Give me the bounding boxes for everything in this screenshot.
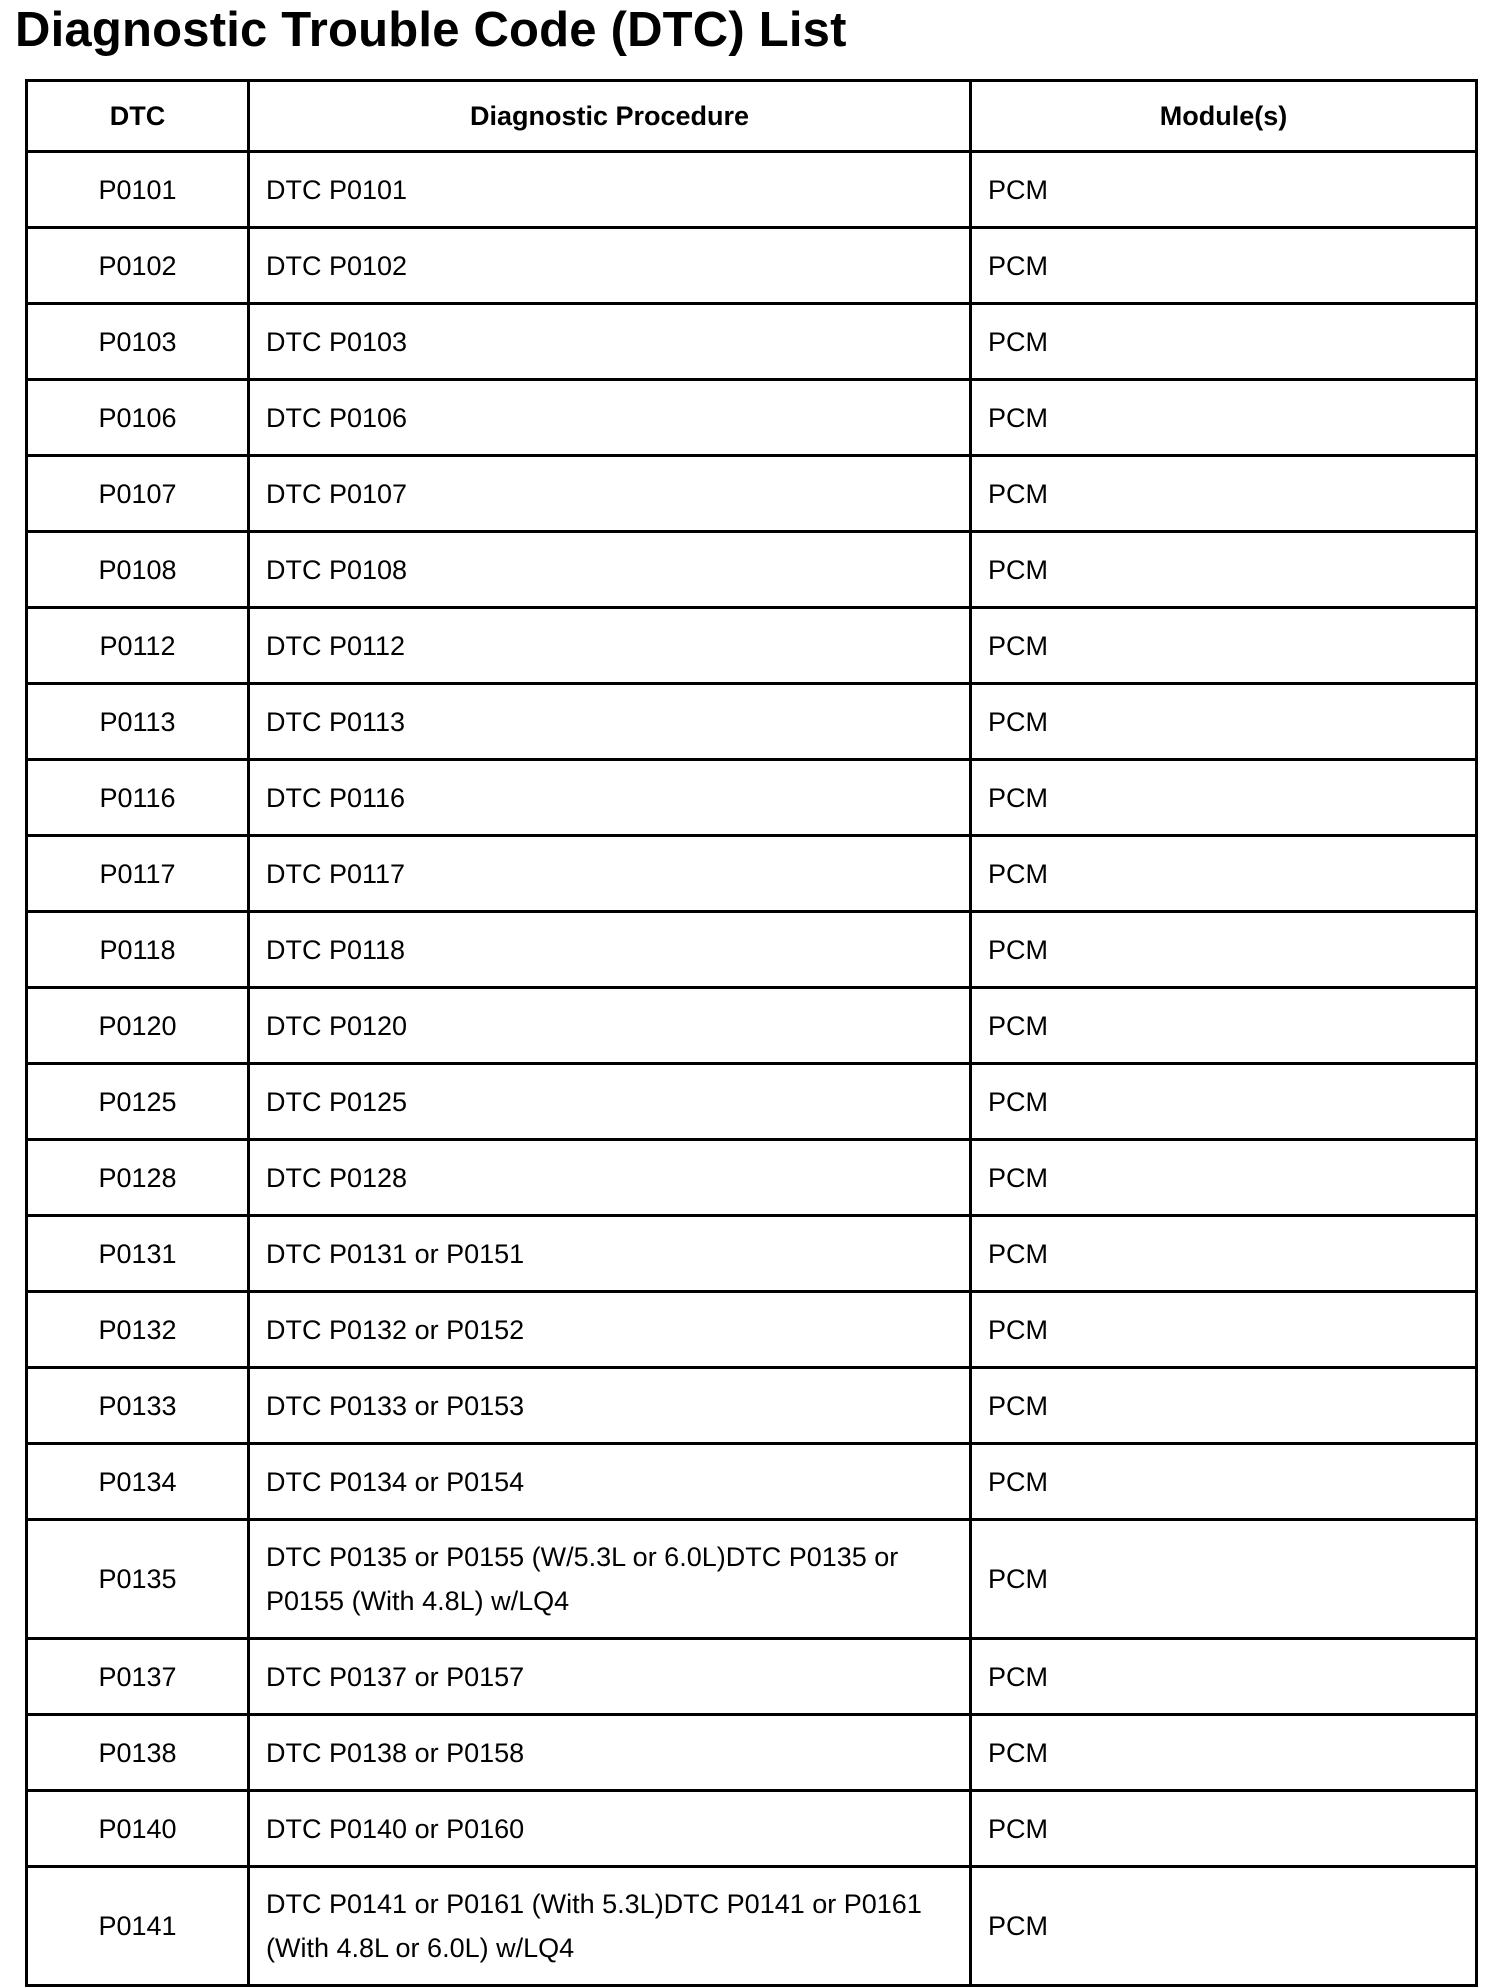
- table-row: [27, 1292, 1477, 1368]
- diagnostic-procedure-cell: DTC P0101: [249, 152, 971, 228]
- diagnostic-procedure-cell: DTC P0118: [249, 912, 971, 988]
- table-row: [27, 1520, 1477, 1639]
- table-row: [27, 228, 1477, 304]
- dtc-table: [25, 79, 1478, 1987]
- module-cell: PCM: [971, 1368, 1477, 1444]
- table-row: [27, 1064, 1477, 1140]
- diagnostic-procedure-cell: DTC P0103: [249, 304, 971, 380]
- diagnostic-procedure-cell: DTC P0138 or P0158: [249, 1715, 971, 1791]
- dtc-cell: P0112: [27, 608, 249, 684]
- table-row: [27, 684, 1477, 760]
- dtc-cell: P0134: [27, 1444, 249, 1520]
- table-row: [27, 836, 1477, 912]
- diagnostic-procedure-cell: DTC P0137 or P0157: [249, 1639, 971, 1715]
- diagnostic-procedure-cell: DTC P0141 or P0161 (With 5.3L)DTC P0141 or P0161 (With 4.8L or 6.0L) w/LQ4: [249, 1867, 971, 1986]
- dtc-cell: P0108: [27, 532, 249, 608]
- dtc-cell: P0101: [27, 152, 249, 228]
- module-cell: PCM: [971, 1715, 1477, 1791]
- module-cell: PCM: [971, 760, 1477, 836]
- table-row: [27, 1639, 1477, 1715]
- diagnostic-procedure-cell: DTC P0117: [249, 836, 971, 912]
- module-cell: PCM: [971, 1140, 1477, 1216]
- table-row: [27, 1867, 1477, 1986]
- module-cell: PCM: [971, 1444, 1477, 1520]
- column-header-modules: Module(s): [971, 81, 1477, 152]
- table-row: [27, 1715, 1477, 1791]
- diagnostic-procedure-cell: DTC P0113: [249, 684, 971, 760]
- dtc-cell: P0102: [27, 228, 249, 304]
- dtc-cell: P0125: [27, 1064, 249, 1140]
- module-cell: PCM: [971, 304, 1477, 380]
- table-row: [27, 608, 1477, 684]
- diagnostic-procedure-cell: DTC P0132 or P0152: [249, 1292, 971, 1368]
- page-title: Diagnostic Trouble Code (DTC) List: [15, 3, 847, 57]
- diagnostic-procedure-cell: DTC P0131 or P0151: [249, 1216, 971, 1292]
- table-body: [27, 152, 1477, 1986]
- diagnostic-procedure-cell: DTC P0134 or P0154: [249, 1444, 971, 1520]
- module-cell: PCM: [971, 1064, 1477, 1140]
- table-row: [27, 1140, 1477, 1216]
- module-cell: PCM: [971, 532, 1477, 608]
- module-cell: PCM: [971, 1867, 1477, 1986]
- diagnostic-procedure-cell: DTC P0108: [249, 532, 971, 608]
- dtc-cell: P0116: [27, 760, 249, 836]
- dtc-cell: P0117: [27, 836, 249, 912]
- diagnostic-procedure-cell: DTC P0140 or P0160: [249, 1791, 971, 1867]
- diagnostic-procedure-cell: DTC P0125: [249, 1064, 971, 1140]
- table-row: [27, 380, 1477, 456]
- table-row: [27, 1444, 1477, 1520]
- diagnostic-procedure-cell: DTC P0135 or P0155 (W/5.3L or 6.0L)DTC P0135 or P0155 (With 4.8L) w/LQ4: [249, 1520, 971, 1639]
- diagnostic-procedure-cell: DTC P0107: [249, 456, 971, 532]
- module-cell: PCM: [971, 684, 1477, 760]
- diagnostic-procedure-cell: DTC P0120: [249, 988, 971, 1064]
- dtc-cell: P0141: [27, 1867, 249, 1986]
- module-cell: PCM: [971, 1216, 1477, 1292]
- module-cell: PCM: [971, 1791, 1477, 1867]
- table-header-row: [27, 81, 1477, 152]
- module-cell: PCM: [971, 152, 1477, 228]
- table-row: [27, 304, 1477, 380]
- diagnostic-procedure-cell: DTC P0112: [249, 608, 971, 684]
- dtc-cell: P0137: [27, 1639, 249, 1715]
- dtc-cell: P0107: [27, 456, 249, 532]
- column-header-diagnostic-procedure: Diagnostic Procedure: [249, 81, 971, 152]
- table-row: [27, 1368, 1477, 1444]
- table-row: [27, 532, 1477, 608]
- diagnostic-procedure-cell: DTC P0128: [249, 1140, 971, 1216]
- dtc-cell: P0118: [27, 912, 249, 988]
- dtc-cell: P0133: [27, 1368, 249, 1444]
- column-header-dtc: DTC: [27, 81, 249, 152]
- dtc-cell: P0120: [27, 988, 249, 1064]
- module-cell: PCM: [971, 380, 1477, 456]
- diagnostic-procedure-cell: DTC P0106: [249, 380, 971, 456]
- diagnostic-procedure-cell: DTC P0116: [249, 760, 971, 836]
- module-cell: PCM: [971, 1520, 1477, 1639]
- table-row: [27, 1791, 1477, 1867]
- module-cell: PCM: [971, 228, 1477, 304]
- table-row: [27, 988, 1477, 1064]
- dtc-cell: P0131: [27, 1216, 249, 1292]
- table-row: [27, 456, 1477, 532]
- table-row: [27, 1216, 1477, 1292]
- module-cell: PCM: [971, 1292, 1477, 1368]
- dtc-cell: P0140: [27, 1791, 249, 1867]
- module-cell: PCM: [971, 988, 1477, 1064]
- table-row: [27, 760, 1477, 836]
- dtc-cell: P0138: [27, 1715, 249, 1791]
- module-cell: PCM: [971, 836, 1477, 912]
- dtc-cell: P0128: [27, 1140, 249, 1216]
- table-row: [27, 912, 1477, 988]
- dtc-cell: P0135: [27, 1520, 249, 1639]
- dtc-cell: P0132: [27, 1292, 249, 1368]
- dtc-cell: P0113: [27, 684, 249, 760]
- module-cell: PCM: [971, 456, 1477, 532]
- module-cell: PCM: [971, 1639, 1477, 1715]
- module-cell: PCM: [971, 608, 1477, 684]
- module-cell: PCM: [971, 912, 1477, 988]
- dtc-cell: P0103: [27, 304, 249, 380]
- diagnostic-procedure-cell: DTC P0133 or P0153: [249, 1368, 971, 1444]
- table-row: [27, 152, 1477, 228]
- diagnostic-procedure-cell: DTC P0102: [249, 228, 971, 304]
- dtc-cell: P0106: [27, 380, 249, 456]
